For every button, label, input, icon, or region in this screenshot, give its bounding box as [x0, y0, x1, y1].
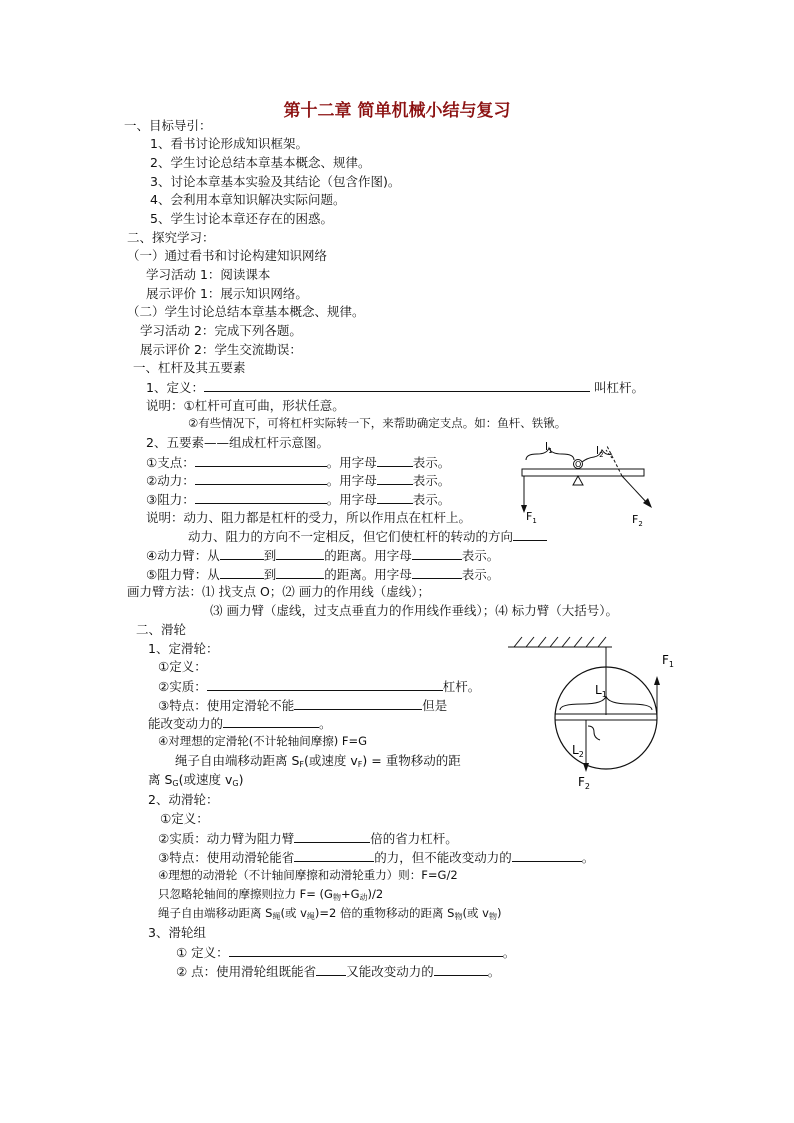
arm-method: ⑶ 画力臂（虚线，过支点垂直力的作用线作垂线）；⑷ 标力臂（大括号）。: [210, 603, 618, 618]
pulley-heading: 二、滑轮: [136, 622, 187, 637]
pulley-group: 3、滑轮组: [148, 925, 206, 940]
lever-f1-label: $F_1$: [526, 510, 537, 525]
fixed-pulley: 1、定滑轮：: [148, 641, 219, 656]
lever-f2-label: $F_2$: [632, 513, 643, 528]
movable-friction: 只忽略轮轴间的摩擦则拉力 $F= (G_物+G_动)/2$: [158, 887, 384, 902]
lever-heading: 一、杠杆及其五要素: [133, 360, 246, 375]
fixed-ideal: ④对理想的定滑轮(不计轮轴间摩擦) F=G: [158, 734, 368, 748]
element-effort-arm: ④动力臂：从 到 的距离。用字母 表示。: [146, 548, 500, 563]
five-elements: 2、五要素——组成杠杆示意图。: [146, 435, 329, 450]
evaluation-line: 展示评价 2：学生交流勘误：: [140, 342, 302, 357]
page-title: 第十二章 简单机械小结与复习: [283, 101, 511, 121]
arm-method: 画力臂方法：⑴ 找支点 O；⑵ 画力的作用线（虚线）；: [127, 584, 431, 599]
element-load-arm: ⑤阻力臂：从 到 的距离。用字母 表示。: [146, 567, 500, 582]
lever-l1-label: $l_1$: [545, 440, 553, 455]
lever-note: 说明：①杠杆可直可曲，形状任意。: [146, 398, 345, 413]
lever-o-label: O: [575, 460, 582, 469]
subsection-1: （一）通过看书和讨论构建知识网络: [127, 248, 328, 263]
goal-item: 4、会利用本章知识解决实际问题。: [150, 192, 346, 207]
lever-note: 说明：动力、阻力都是杠杆的受力，所以作用点在杠杆上。: [146, 510, 472, 525]
fixed-def: ①定义：: [158, 659, 207, 674]
fixed-essence: ②实质： 杠杆。: [158, 679, 481, 694]
pulley-l2-label: $L_2$: [572, 743, 584, 759]
pulley-f2-label: $F_2$: [578, 775, 590, 791]
lever-definition: 1、定义： 叫杠杆。: [146, 380, 644, 395]
activity-line: 学习活动 2：完成下列各题。: [140, 323, 302, 338]
fixed-distance: 绳子自由端移动距离 $S_F$(或速度 $v_F$) = 重物移动的距: [175, 753, 461, 769]
movable-def: ①定义：: [160, 811, 209, 826]
movable-distance: 绳子自由端移动距离 $S_绳$(或 $v_绳)=2$ 倍的重物移动的距离 $S_物$(或 $v_物$): [158, 906, 502, 921]
element-effort: ②动力： 。用字母 表示。: [146, 473, 451, 488]
movable-ideal: ④理想的动滑轮（不计轴间摩擦和动滑轮重力）则：F=G/2: [158, 868, 458, 882]
goal-item: 1、看书讨论形成知识框架。: [150, 136, 308, 151]
section-explore: 二、探究学习：: [127, 230, 215, 245]
movable-essence: ②实质：动力臂为阻力臂 倍的省力杠杆。: [158, 831, 458, 846]
fixed-distance-cont: 离 $S_G$(或速度 $v_G$): [148, 772, 244, 788]
fixed-feature: ③特点：使用定滑轮不能 但是: [158, 698, 448, 713]
lever-note: ②有些情况下，可将杠杆实际转一下，来帮助确定支点。如：鱼杆、铁锹。: [188, 416, 567, 430]
fixed-feature-cont: 能改变动力的 。: [148, 716, 332, 731]
activity-line: 学习活动 1：阅读课本: [146, 267, 271, 282]
goal-item: 2、学生讨论总结本章基本概念、规律。: [150, 155, 371, 170]
section-goals: 一、目标导引：: [124, 118, 212, 133]
goal-item: 3、讨论本章基本实验及其结论（包含作图)。: [150, 174, 401, 189]
lever-diagram: [512, 438, 662, 530]
element-load: ③阻力： 。用字母 表示。: [146, 492, 451, 507]
movable-feature: ③特点：使用动滑轮能省 的力，但不能改变动力的 。: [158, 850, 595, 865]
group-feature: ② 点：使用滑轮组既能省 又能改变动力的 。: [176, 964, 501, 979]
pulley-f1-label: $F_1$: [662, 653, 674, 669]
pulley-diagram: [502, 630, 692, 798]
subsection-2: （二）学生讨论总结本章基本概念、规律。: [127, 304, 365, 319]
movable-pulley: 2、动滑轮：: [148, 792, 219, 807]
element-fulcrum: ①支点： 。用字母 表示。: [146, 455, 451, 470]
group-def: ① 定义： 。: [176, 945, 516, 960]
evaluation-line: 展示评价 1：展示知识网络。: [146, 286, 308, 301]
lever-l2-label: $l_2$: [596, 444, 604, 459]
lever-note: 动力、阻力的方向不一定相反，但它们使杠杆的转动的方向: [188, 527, 547, 545]
pulley-l1-label: $L_1$: [595, 683, 607, 699]
goal-item: 5、学生讨论本章还存在的困惑。: [150, 211, 333, 226]
